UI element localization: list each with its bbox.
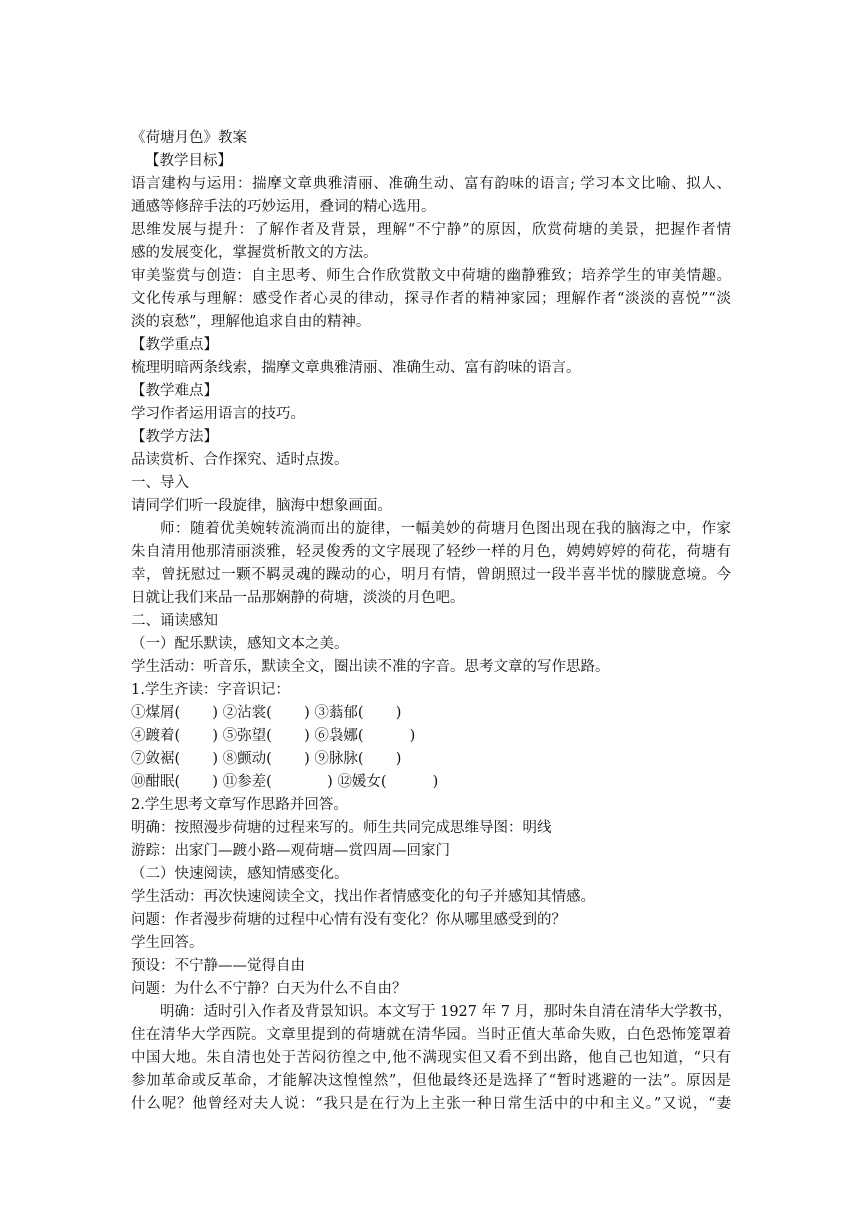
pronunciation-row: ④踱着( ) ⑤弥望( ) ⑥袅娜( ) (131, 728, 416, 744)
paragraph-line: 2.学生思考文章写作思路并回答。 (131, 797, 348, 813)
paragraph-line: 思维发展与提升：了解作者及背景，理解“不宁静”的原因，欣赏荷塘的美景，把握作者情 (131, 222, 731, 238)
section-heading: 【教学目标】 (145, 153, 232, 169)
paragraph-line: 师：随着优美婉转流淌而出的旋律，一幅美妙的荷塘月色图出现在我的脑海之中，作家 (160, 521, 731, 537)
paragraph-line: 明确：适时引入作者及背景知识。本文写于 1927 年 7 月，那时朱自清在清华大学教书， (160, 1004, 733, 1020)
paragraph-line: 学习作者运用语言的技巧。 (131, 406, 305, 422)
subsection-heading: （二）快速阅读，感知情感变化。 (131, 866, 349, 882)
paragraph-line: 朱自清用他那清丽淡雅，轻灵俊秀的文字展现了轻纱一样的月色，娉娉婷婷的荷花，荷塘有 (131, 544, 731, 560)
paragraph-line: 问题：为什么不宁静？白天为什么不自由？ (131, 981, 407, 997)
paragraph-line: 请同学们听一段旋律，脑海中想象画面。 (131, 498, 392, 514)
paragraph-line: 1.学生齐读：字音识记： (131, 682, 290, 698)
paragraph-line: 语言建构与运用：揣摩文章典雅清丽、准确生动、富有韵味的语言; 学习本文比喻、拟人、 (131, 176, 731, 192)
paragraph-line: 感的发展变化，掌握赏析散文的方法。 (131, 245, 378, 261)
paragraph-line: 游踪：出家门—踱小路—观荷塘—赏四周—回家门 (131, 843, 450, 859)
document-title: 《荷塘月色》教案 (131, 130, 247, 146)
section-heading: 二、诵读感知 (131, 613, 218, 629)
paragraph-line: 通感等修辞手法的巧妙运用，叠词的精心选用。 (131, 199, 436, 215)
paragraph-line: 明确：按照漫步荷塘的过程来写的。师生共同完成思维导图：明线 (131, 820, 552, 836)
paragraph-line: 什么呢？他曾经对夫人说：“我只是在行为上主张一种日常生活中的中和主义。”又说，“妻 (131, 1096, 731, 1112)
pronunciation-row: ⑩酣眠( ) ⑪参差( ) ⑫媛女( ) (131, 774, 439, 790)
paragraph-line: 淡的哀愁”，理解他追求自由的精神。 (131, 314, 371, 330)
paragraph-line: 审美鉴赏与创造：自主思考、师生合作欣赏散文中荷塘的幽静雅致；培养学生的审美情趣。 (131, 268, 731, 284)
paragraph-line: 幸，曾抚慰过一颗不羁灵魂的躁动的心，明月有情，曾朗照过一段半喜半忧的朦胧意境。今 (131, 567, 731, 583)
paragraph-line: 中国大地。朱自清也处于苦闷彷徨之中,他不满现实但又看不到出路，他自己也知道，“只有 (131, 1050, 731, 1066)
pronunciation-row: ⑦敛裾( ) ⑧颤动( ) ⑨脉脉( ) (131, 751, 402, 767)
paragraph-line: 品读赏析、合作探究、适时点拨。 (131, 452, 349, 468)
paragraph-line: 问题：作者漫步荷塘的过程中心情有没有变化？你从哪里感受到的？ (131, 912, 566, 928)
paragraph-line: 参加革命或反革命，才能解决这惶惶然”，但他最终还是选择了“暂时逃避的一法”。原因是 (131, 1073, 731, 1089)
section-heading: 【教学难点】 (131, 383, 218, 399)
paragraph-line: 预设：不宁静——觉得自由 (131, 958, 305, 974)
paragraph-line: 日就让我们来品一品那娴静的荷塘，淡淡的月色吧。 (131, 590, 465, 606)
subsection-heading: （一）配乐默读，感知文本之美。 (131, 636, 349, 652)
paragraph-line: 学生活动：再次快速阅读全文，找出作者情感变化的句子并感知其情感。 (131, 889, 595, 905)
paragraph-line: 学生回答。 (131, 935, 204, 951)
section-heading: 【教学重点】 (131, 337, 218, 353)
paragraph-line: 文化传承与理解：感受作者心灵的律动，探寻作者的精神家园；理解作者“淡淡的喜悦”“淡 (131, 291, 731, 307)
paragraph-line: 住在清华大学西院。文章里提到的荷塘就在清华园。当时正值大革命失败，白色恐怖笼罩着 (131, 1027, 731, 1043)
section-heading: 一、导入 (131, 475, 189, 491)
paragraph-line: 学生活动：听音乐，默读全文，圈出读不准的字音。思考文章的写作思路。 (131, 659, 610, 675)
section-heading: 【教学方法】 (131, 429, 218, 445)
pronunciation-row: ①煤屑( ) ②沾裳( ) ③蓊郁( ) (131, 705, 402, 721)
paragraph-line: 梳理明暗两条线索，揣摩文章典雅清丽、准确生动、富有韵味的语言。 (131, 360, 581, 376)
